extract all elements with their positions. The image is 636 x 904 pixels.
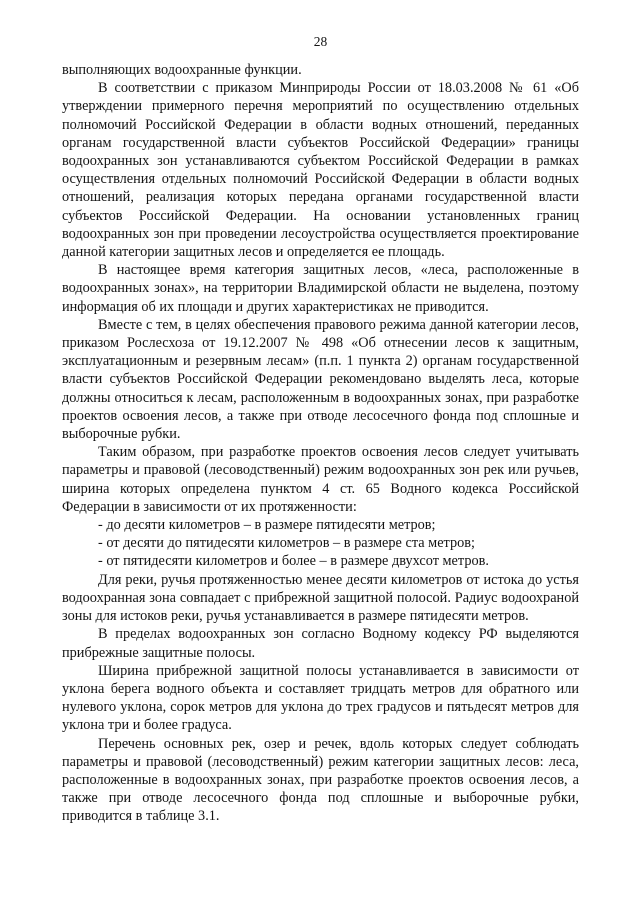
list-item-fifty-km-and-more: - от пятидесяти километров и более – в размере двухсот метров. bbox=[98, 553, 489, 570]
list-item-up-to-ten-km: - до десяти километров – в размере пятидесяти метров; bbox=[98, 517, 436, 534]
paragraph-table-reference: Перечень основных рек, озер и речек, вдоль которых следует соблюдать параметры и правовой (лесоводственный) режим категории защитных лесов: леса, расположенные в водоохранных зонах, при разработке проектов освоения лесов, а также при отводе лесосечного фонда под сплошные и выборочные рубки, приводится в таблице 3.1. bbox=[62, 735, 579, 825]
paragraph-water-code-widths: Таким образом, при разработке проектов освоения лесов следует учитывать параметры и правовой (лесоводственный) режим водоохранных зон рек или ручьев, ширина которых определена пунктом 4 ст. 65 Водного кодекса Российской Федерации в зависимости от их протяженности: bbox=[62, 444, 579, 515]
paragraph-coastal-strips: В пределах водоохранных зон согласно Водному кодексу РФ выделяются прибрежные защитные полосы. bbox=[62, 626, 579, 661]
paragraph-category-not-allocated: В настоящее время категория защитных лесов, «леса, расположенные в водоохранных зонах», на территории Владимирской области не выделена, поэтому информация об их площади и других характеристиках не приводится. bbox=[62, 262, 579, 315]
paragraph-continuation: выполняющих водоохранные функции. bbox=[62, 62, 302, 78]
paragraph-short-rivers: Для реки, ручья протяженностью менее десяти километров от истока до устья водоохранная зона совпадает с прибрежной защитной полосой. Радиус водоохраной зоны для истоков реки, ручья устанавливается в размере пятидесяти метров. bbox=[62, 571, 579, 625]
list-item-ten-to-fifty-km: - от десяти до пятидесяти километров – в размере ста метров; bbox=[98, 535, 475, 552]
paragraph-order-rosleskhoz: Вместе с тем, в целях обеспечения правового режима данной категории лесов, приказом Рослесхоза от 19.12.2007 № 498 «Об отнесении лесов к защитным, эксплуатационным и резервным лесам» (п.п. 1 пункта 2) органам государственной власти субъектов Российской Федерации рекомендовано выделять леса, которые должны относиться к лесам, расположенным в водоохранных зонах, при разработке проектов освоения лесов, а также при отводе лесосечного фонда под сплошные и выборочные рубки. bbox=[62, 316, 579, 443]
paragraph-strip-width: Ширина прибрежной защитной полосы устанавливается в зависимости от уклона берега водного объекта и составляет тридцать метров для обратного или нулевого уклона, сорок метров для уклона до трех градусов и пятьдесят метров для уклона три и более градуса. bbox=[62, 662, 579, 734]
paragraph-order-minprirody: В соответствии с приказом Минприроды России от 18.03.2008 № 61 «Об утверждении примерного перечня мероприятий по осуществлению отдельных полномочий Российской Федерации в области водных отношений, переданных органам государственной власти субъектов Российской Федерации» границы водоохранных зон устанавливаются субъектом Российской Федерации в рамках осуществления отдельных полномочий Российской Федерации в области водных отношений, реализация которых передана органами государственной власти субъектов Российской Федерации. На основании установленных границ водоохранных зон при проведении лесоустройства осуществляется проектирование данной категории защитных лесов и определяется ее площадь. bbox=[62, 80, 579, 261]
page-number: 28 bbox=[313, 34, 328, 49]
